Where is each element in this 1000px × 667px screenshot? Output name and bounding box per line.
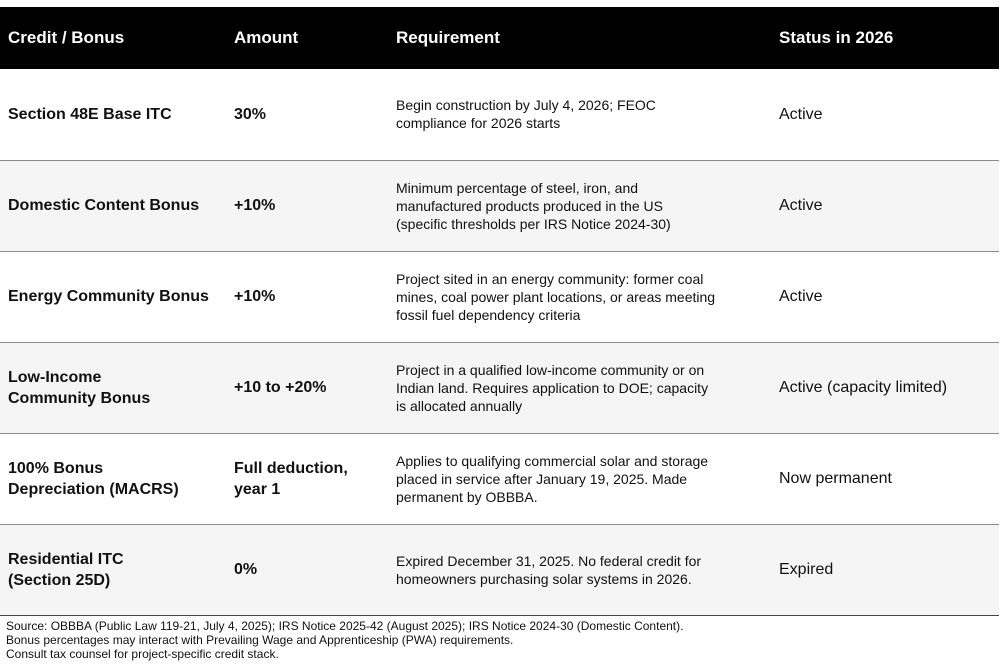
credit-name-cell: [0, 524, 226, 615]
credit-name-line: Low-Income: [8, 368, 102, 386]
requirement-cell: [388, 524, 771, 615]
header-status: Status in 2026: [779, 28, 894, 47]
amount-cell: [226, 342, 388, 433]
amount-cell: [226, 160, 388, 251]
header-credit-bonus: Credit / Bonus: [8, 28, 125, 47]
table-row: [0, 342, 999, 433]
amount-line: Full deduction,: [234, 459, 348, 477]
amount-cell: [226, 524, 388, 615]
amount-cell: [226, 433, 388, 524]
amount-line: 0%: [234, 561, 258, 578]
pwa-note: Bonus percentages may interact with Prevailing Wage and Apprenticeship (PWA) requirements.: [6, 633, 514, 647]
table-body: [0, 69, 999, 615]
credit-name-cell: [0, 342, 226, 433]
credit-name-cell: [0, 251, 226, 342]
credit-name-line: Section 48E Base ITC: [8, 105, 172, 123]
table-row: [0, 251, 999, 342]
credit-name-line: Residential ITC: [8, 550, 124, 568]
requirement-cell: [388, 251, 771, 342]
requirement-line: homeowners purchasing solar systems in 2026.: [396, 570, 692, 587]
table-row: [0, 69, 999, 160]
credit-name-cell: [0, 160, 226, 251]
requirement-line: Applies to qualifying commercial solar and storage: [396, 452, 709, 469]
tax-credit-table: [0, 7, 999, 616]
requirement-line: fossil fuel dependency criteria: [396, 306, 581, 323]
source-note: Source: OBBBA (Public Law 119-21, July 4, 2025); IRS Notice 2025-42 (August 2025); IRS Notice 2024-30 (Domestic Content).: [6, 619, 684, 633]
requirement-line: manufactured products produced in the US: [396, 197, 663, 214]
amount-line: +10%: [234, 288, 276, 305]
requirement-line: mines, coal power plant locations, or areas meeting: [396, 288, 716, 305]
amount-line: 30%: [234, 105, 267, 123]
requirement-line: Project in a qualified low-income community or on: [396, 361, 705, 378]
requirement-line: Begin construction by July 4, 2026; FEOC: [396, 97, 656, 114]
credit-name-line: Community Bonus: [8, 389, 151, 407]
requirement-line: Expired December 31, 2025. No federal credit for: [396, 552, 702, 569]
status-cell: Active (capacity limited): [779, 379, 948, 396]
amount-line: +10%: [234, 197, 276, 214]
status-cell: Active: [779, 105, 823, 123]
header-requirement: Requirement: [396, 28, 500, 47]
requirement-cell: [388, 69, 771, 160]
requirement-line: Project sited in an energy community: former coal: [396, 270, 704, 287]
status-cell: Active: [779, 197, 823, 214]
amount-cell: [226, 69, 388, 160]
amount-line: +10 to +20%: [234, 379, 327, 396]
status-cell: Expired: [779, 561, 834, 578]
counsel-note: Consult tax counsel for project-specific credit stack.: [6, 647, 279, 661]
credit-name-line: Depreciation (MACRS): [8, 480, 179, 498]
amount-cell: [226, 251, 388, 342]
header-row: [0, 7, 999, 69]
credit-name-line: (Section 25D): [8, 571, 111, 589]
credit-name-line: Energy Community Bonus: [8, 288, 209, 305]
requirement-cell: [388, 342, 771, 433]
status-cell: Active: [779, 288, 823, 305]
requirement-line: Minimum percentage of steel, iron, and: [396, 179, 639, 196]
requirement-line: placed in service after January 19, 2025. Made: [396, 470, 688, 487]
table-row: [0, 160, 999, 251]
credit-name-line: Domestic Content Bonus: [8, 197, 200, 214]
credit-name-cell: [0, 433, 226, 524]
table-row: [0, 524, 999, 615]
table-header: [0, 7, 999, 69]
requirement-line: Indian land. Requires application to DOE; capacity: [396, 379, 709, 396]
table-row: [0, 433, 999, 524]
requirement-cell: [388, 160, 771, 251]
credit-name-line: 100% Bonus: [8, 459, 104, 477]
status-cell: Now permanent: [779, 470, 892, 487]
header-amount: Amount: [234, 28, 299, 47]
credit-name-cell: [0, 69, 226, 160]
requirement-line: is allocated annually: [396, 397, 523, 414]
requirement-cell: [388, 433, 771, 524]
footnotes: [6, 619, 996, 661]
requirement-line: (specific thresholds per IRS Notice 2024-30): [396, 215, 671, 232]
amount-line: year 1: [234, 480, 281, 498]
requirement-line: permanent by OBBBA.: [396, 488, 538, 505]
requirement-line: compliance for 2026 starts: [396, 115, 561, 132]
